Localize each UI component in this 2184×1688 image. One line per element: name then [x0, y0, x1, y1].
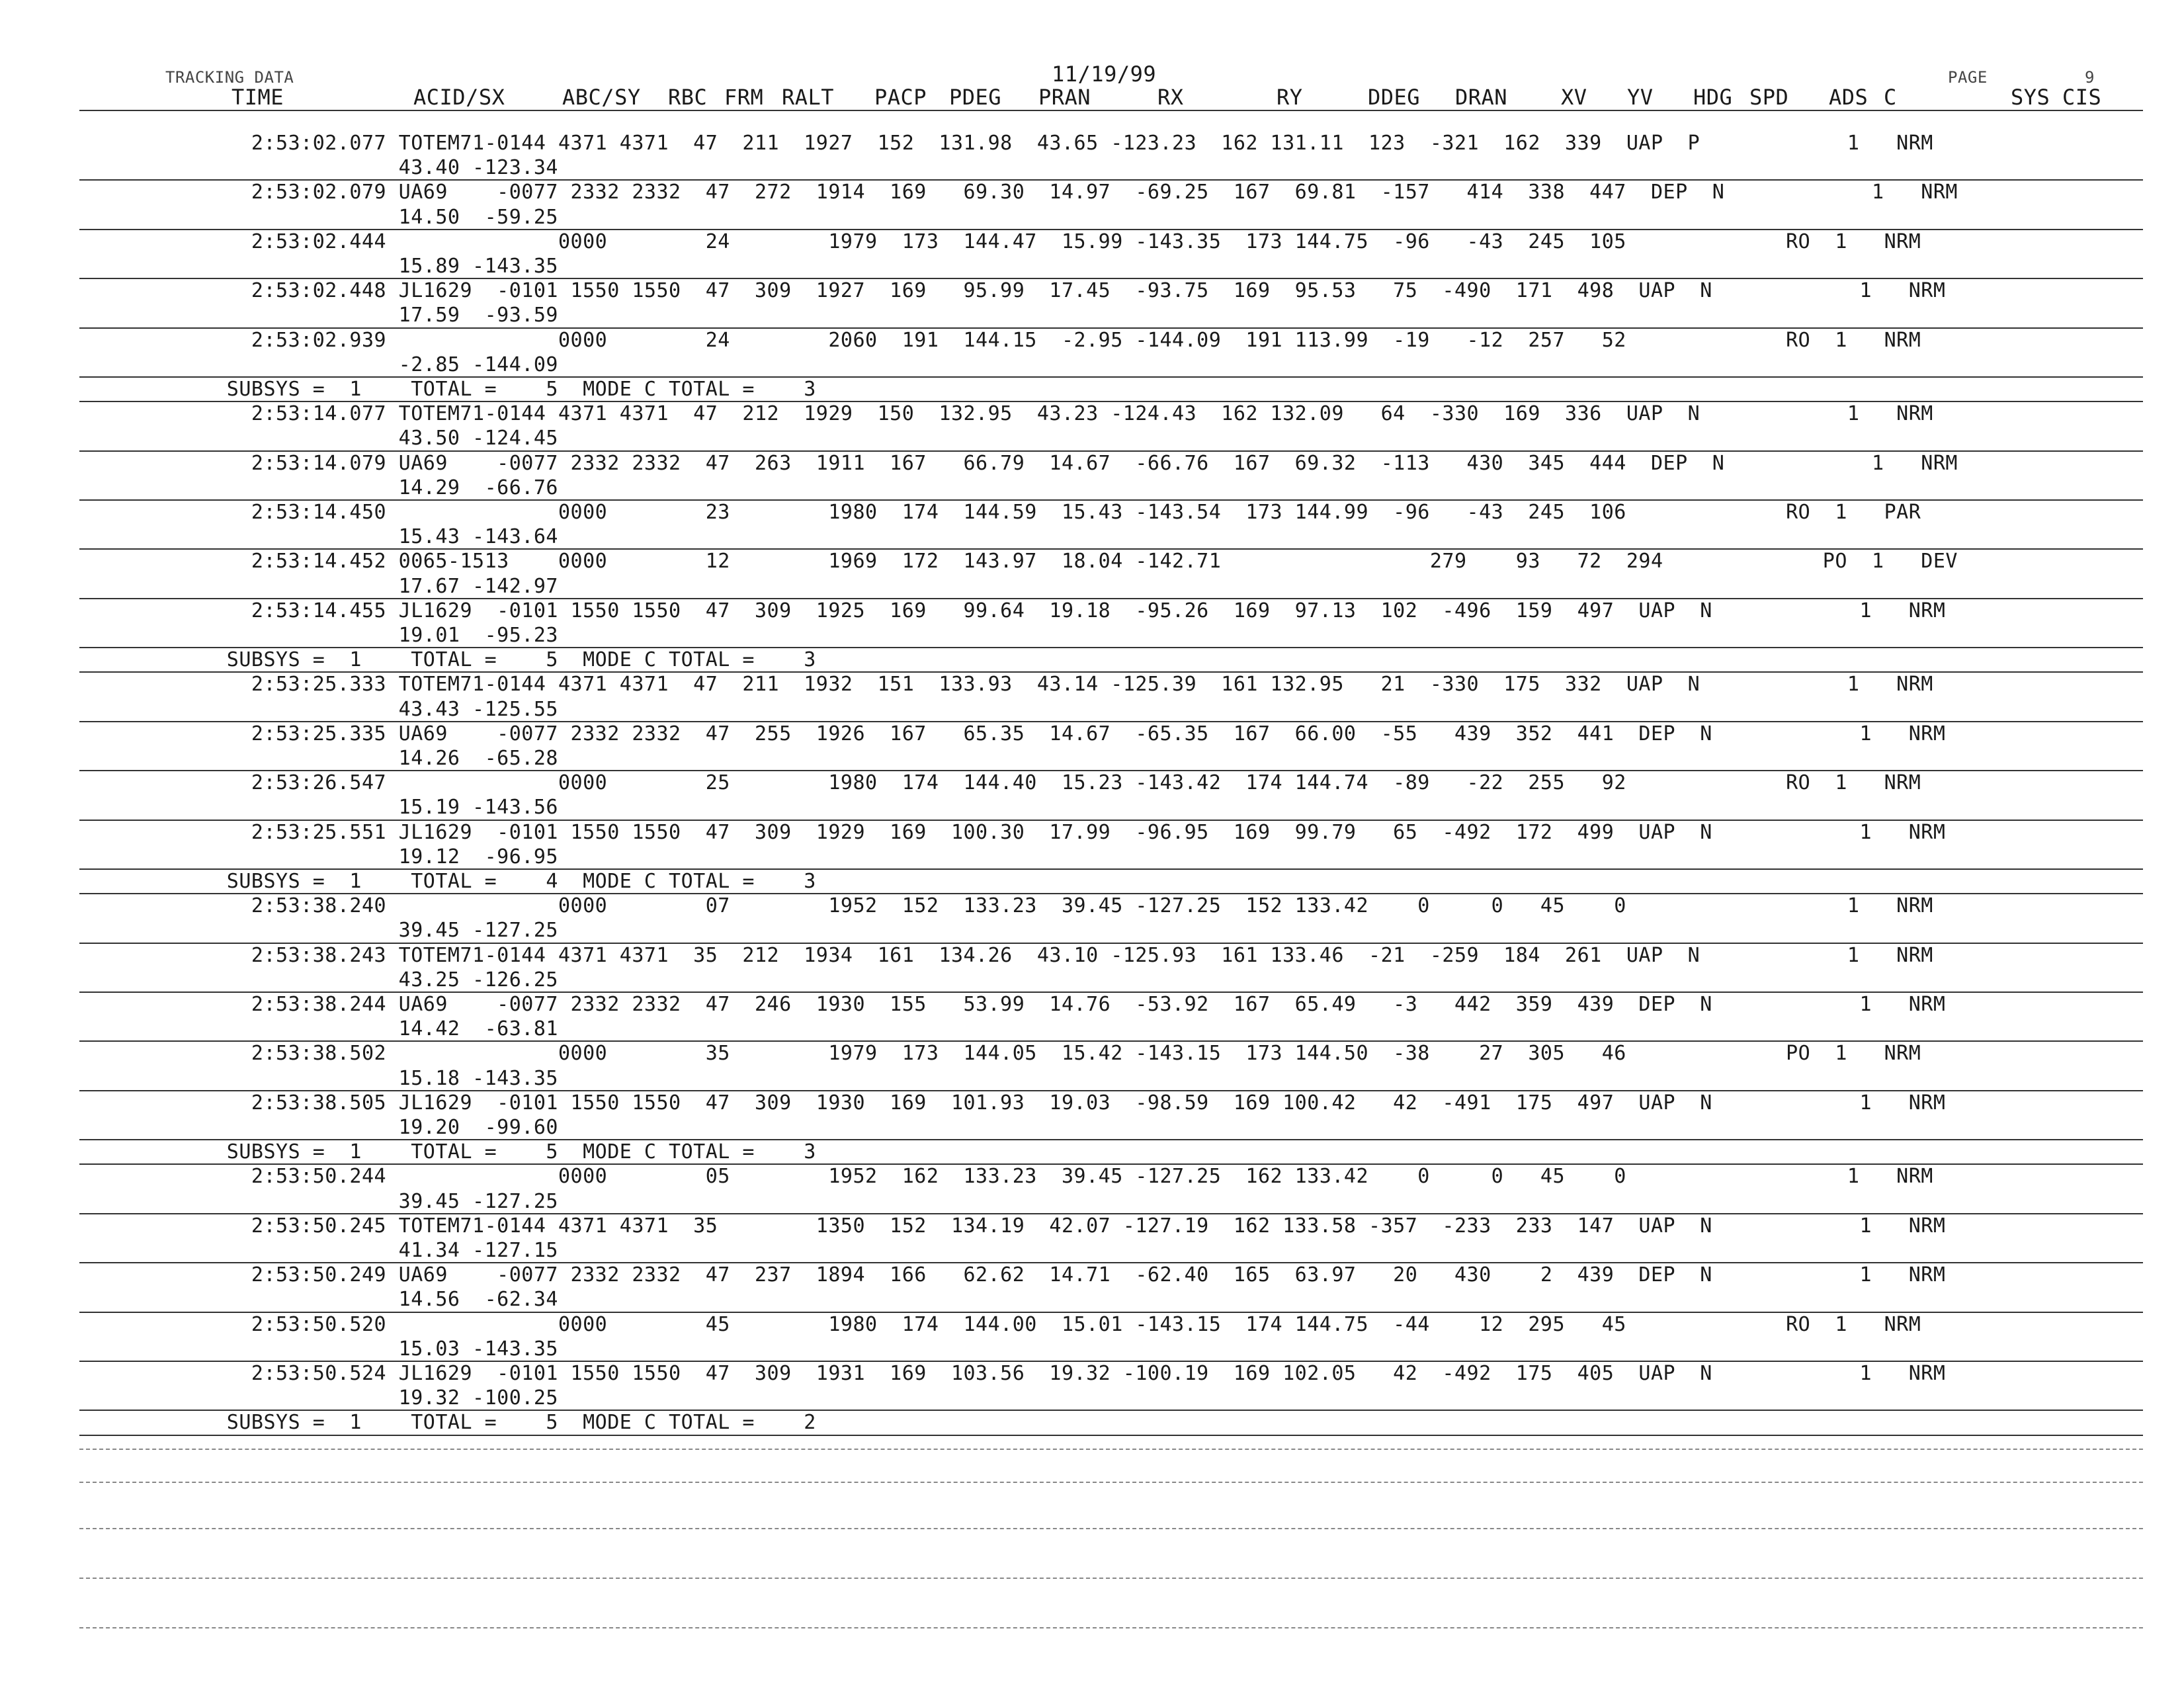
coordinate-line: 15.19 -143.56 — [165, 796, 558, 820]
track-record-line: 2:53:02.079 UA69 -0077 2332 2332 47 272 1914 169 69.30 14.97 -69.25 167 69.81 -157 414 338 447 DEP N 1 NRM — [165, 181, 1958, 204]
coordinate-line: 14.50 -59.25 — [165, 205, 558, 229]
track-record-line: 2:53:38.502 0000 35 1979 173 144.05 15.42 -143.15 173 144.50 -38 27 305 46 PO 1 NRM — [165, 1042, 1921, 1066]
subsys-total-line: SUBSYS = 1 TOTAL = 5 MODE C TOTAL = 2 — [165, 1411, 816, 1435]
col-yv: YV — [1627, 85, 1654, 110]
coordinate-line: 14.42 -63.81 — [165, 1017, 558, 1041]
track-record-line: 2:53:50.524 JL1629 -0101 1550 1550 47 309 1931 169 103.56 19.32 -100.19 169 102.05 42 -492 175 405 UAP N 1 NRM — [165, 1362, 1946, 1385]
coordinate-line: 15.43 -143.64 — [165, 525, 558, 549]
header-rule — [79, 110, 2143, 111]
track-record-line: 2:53:38.505 JL1629 -0101 1550 1550 47 309 1930 169 101.93 19.03 -98.59 169 100.42 42 -491 175 497 UAP N 1 NRM — [165, 1091, 1946, 1115]
tracking-data-label: TRACKING DATA — [165, 68, 294, 87]
col-rx: RX — [1157, 85, 1184, 110]
coordinate-line: 17.67 -142.97 — [165, 574, 558, 598]
track-record-line: 2:53:14.077 TOTEM71-0144 4371 4371 47 212 1929 150 132.95 43.23 -124.43 162 132.09 64 -330 169 336 UAP N 1 NRM — [165, 402, 1933, 426]
coordinate-line: 14.29 -66.76 — [165, 476, 558, 499]
subsys-total-line: SUBSYS = 1 TOTAL = 5 MODE C TOTAL = 3 — [165, 648, 816, 672]
form-rule — [79, 1528, 2143, 1529]
col-ddeg: DDEG — [1368, 85, 1421, 110]
track-record-line: 2:53:02.444 0000 24 1979 173 144.47 15.99 -143.35 173 144.75 -96 -43 245 105 RO 1 NRM — [165, 230, 1921, 253]
coordinate-line: -2.85 -144.09 — [165, 353, 558, 376]
track-record-line: 2:53:50.244 0000 05 1952 162 133.23 39.45 -127.25 162 133.42 0 0 45 0 1 NRM — [165, 1165, 1933, 1189]
track-record-line: 2:53:02.939 0000 24 2060 191 144.15 -2.95 -144.09 191 113.99 -19 -12 257 52 RO 1 NRM — [165, 328, 1921, 352]
subsys-total-line: SUBSYS = 1 TOTAL = 5 MODE C TOTAL = 3 — [165, 1140, 816, 1164]
col-rbc: RBC — [668, 85, 708, 110]
coordinate-line: 43.25 -126.25 — [165, 968, 558, 992]
col-time: TIME — [231, 85, 284, 110]
col-xv: XV — [1561, 85, 1587, 110]
track-record-line: 2:53:14.452 0065-1513 0000 12 1969 172 143.97 18.04 -142.71 279 93 72 294 PO 1 DEV — [165, 550, 1958, 573]
track-record-line: 2:53:50.245 TOTEM71-0144 4371 4371 35 1350 152 134.19 42.07 -127.19 162 133.58 -357 -233 233 147 UAP N 1 NRM — [165, 1214, 1946, 1238]
track-record-line: 2:53:25.551 JL1629 -0101 1550 1550 47 309 1929 169 100.30 17.99 -96.95 169 99.79 65 -492 172 499 UAP N 1 NRM — [165, 820, 1946, 844]
coordinate-line: 43.43 -125.55 — [165, 697, 558, 721]
col-ry: RY — [1277, 85, 1303, 110]
coordinate-line: 14.56 -62.34 — [165, 1288, 558, 1312]
row-rule — [79, 1435, 2143, 1436]
coordinate-line: 15.03 -143.35 — [165, 1337, 558, 1361]
track-record-line: 2:53:38.240 0000 07 1952 152 133.23 39.45 -127.25 152 133.42 0 0 45 0 1 NRM — [165, 894, 1933, 918]
col-sys: SYS — [2011, 85, 2050, 110]
page-label: PAGE — [1948, 68, 1988, 87]
col-pacp: PACP — [874, 85, 927, 110]
col-hdg: HDG — [1693, 85, 1733, 110]
track-record-line: 2:53:50.249 UA69 -0077 2332 2332 47 237 1894 166 62.62 14.71 -62.40 165 63.97 20 430 2 439 DEP N 1 NRM — [165, 1263, 1946, 1287]
track-record-line: 2:53:38.244 UA69 -0077 2332 2332 47 246 1930 155 53.99 14.76 -53.92 167 65.49 -3 442 359 439 DEP N 1 NRM — [165, 993, 1946, 1016]
track-record-line: 2:53:38.243 TOTEM71-0144 4371 4371 35 212 1934 161 134.26 43.10 -125.93 161 133.46 -21 -259 184 261 UAP N 1 NRM — [165, 943, 1933, 967]
track-record-line: 2:53:14.455 JL1629 -0101 1550 1550 47 309 1925 169 99.64 19.18 -95.26 169 97.13 102 -496 159 497 UAP N 1 NRM — [165, 599, 1946, 622]
form-rule — [79, 1627, 2143, 1628]
track-record-line: 2:53:26.547 0000 25 1980 174 144.40 15.23 -143.42 174 144.74 -89 -22 255 92 RO 1 NRM — [165, 771, 1921, 795]
track-record-line: 2:53:02.448 JL1629 -0101 1550 1550 47 309 1927 169 95.99 17.45 -93.75 169 95.53 75 -490 171 498 UAP N 1 NRM — [165, 279, 1946, 303]
col-abc: ABC/SY — [562, 85, 641, 110]
subsys-total-line: SUBSYS = 1 TOTAL = 5 MODE C TOTAL = 3 — [165, 378, 816, 401]
coordinate-line: 14.26 -65.28 — [165, 747, 558, 770]
coordinate-line: 19.12 -96.95 — [165, 845, 558, 868]
form-rule — [79, 1482, 2143, 1483]
col-pdeg: PDEG — [949, 85, 1002, 110]
col-acid: ACID/SX — [413, 85, 505, 110]
col-dran: DRAN — [1455, 85, 1508, 110]
track-record-line: 2:53:02.077 TOTEM71-0144 4371 4371 47 211 1927 152 131.98 43.65 -123.23 162 131.11 123 -321 162 339 UAP P 1 NRM — [165, 132, 1933, 155]
coordinate-line: 43.40 -123.34 — [165, 156, 558, 180]
coordinate-line: 15.89 -143.35 — [165, 255, 558, 278]
coordinate-line: 15.18 -143.35 — [165, 1066, 558, 1090]
coordinate-line: 41.34 -127.15 — [165, 1239, 558, 1262]
col-spd: SPD — [1749, 85, 1789, 110]
col-pran: PRAN — [1038, 85, 1091, 110]
coordinate-line: 17.59 -93.59 — [165, 304, 558, 327]
form-rule — [79, 1578, 2143, 1579]
coordinate-line: 19.20 -99.60 — [165, 1116, 558, 1139]
subsys-total-line: SUBSYS = 1 TOTAL = 4 MODE C TOTAL = 3 — [165, 870, 816, 893]
page-number: 9 — [2085, 68, 2095, 87]
coordinate-line: 39.45 -127.25 — [165, 1189, 558, 1213]
track-record-line: 2:53:25.333 TOTEM71-0144 4371 4371 47 211 1932 151 133.93 43.14 -125.39 161 132.95 21 -330 175 332 UAP N 1 NRM — [165, 673, 1933, 696]
track-record-line: 2:53:14.450 0000 23 1980 174 144.59 15.43 -143.54 173 144.99 -96 -43 245 106 RO 1 PAR — [165, 501, 1921, 524]
track-record-line: 2:53:25.335 UA69 -0077 2332 2332 47 255 1926 167 65.35 14.67 -65.35 167 66.00 -55 439 352 441 DEP N 1 NRM — [165, 722, 1946, 745]
track-record-line: 2:53:14.079 UA69 -0077 2332 2332 47 263 1911 167 66.79 14.67 -66.76 167 69.32 -113 430 345 444 DEP N 1 NRM — [165, 451, 1958, 475]
coordinate-line: 43.50 -124.45 — [165, 427, 558, 450]
report-date: 11/19/99 — [1052, 62, 1157, 87]
coordinate-line: 39.45 -127.25 — [165, 919, 558, 943]
track-record-line: 2:53:50.520 0000 45 1980 174 144.00 15.01 -143.15 174 144.75 -44 12 295 45 RO 1 NRM — [165, 1312, 1921, 1336]
form-rule — [79, 1449, 2143, 1450]
col-cis: CIS — [2062, 85, 2102, 110]
col-frm: FRM — [724, 85, 764, 110]
coordinate-line: 19.32 -100.25 — [165, 1386, 558, 1410]
col-ads: ADS — [1829, 85, 1869, 110]
coordinate-line: 19.01 -95.23 — [165, 624, 558, 647]
col-ralt: RALT — [782, 85, 835, 110]
col-c: C — [1884, 85, 1897, 110]
